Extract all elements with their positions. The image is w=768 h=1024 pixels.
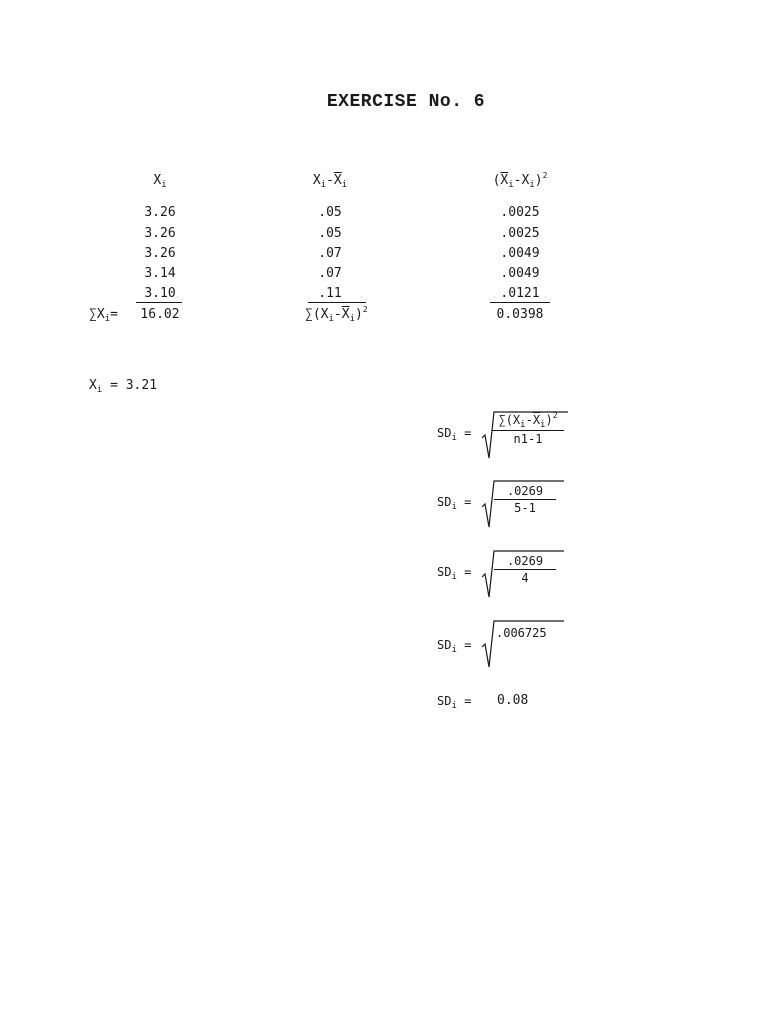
table-cell-diff: .07	[318, 246, 342, 261]
sum-rule-xi	[136, 302, 182, 303]
sum-xi-value: 16.02	[140, 307, 180, 322]
sd-label: $SD_i$ =	[437, 495, 472, 512]
sd-label: $SD_i$ =	[437, 565, 472, 582]
sum-sq-value: 0.0398	[496, 307, 544, 322]
sum-rule-sq	[490, 302, 550, 303]
sum-rule-diff	[308, 302, 366, 303]
table-cell-xi: 3.14	[144, 266, 176, 281]
table-cell-sq: .0049	[500, 266, 540, 281]
header-squared-deviation: $(\overline{X}_i-X_i)^2$	[492, 171, 548, 190]
sd-radicand: .006725	[496, 626, 547, 640]
sd-numerator: .0269	[506, 484, 544, 498]
sd-result: 0.08	[497, 693, 529, 708]
sd-numerator: .0269	[506, 554, 544, 568]
sd-label: $SD_i$ =	[437, 426, 472, 443]
sd-numerator: $\sum(X_i-\overline{X}_i)^2$	[498, 411, 558, 430]
table-cell-xi: 3.10	[144, 286, 176, 301]
table-cell-sq: .0049	[500, 246, 540, 261]
sd-denominator: n1-1	[492, 430, 564, 447]
table-cell-diff: .05	[318, 226, 342, 241]
table-cell-sq: .0121	[500, 286, 540, 301]
sd-label: $SD_i$ =	[437, 638, 472, 655]
table-cell-diff: .11	[318, 286, 342, 301]
sum-label: $\sum X_i=$	[89, 307, 118, 324]
table-cell-xi: 3.26	[144, 246, 176, 261]
table-cell-diff: .05	[318, 205, 342, 220]
table-cell-diff: .07	[318, 266, 342, 281]
table-cell-sq: .0025	[500, 226, 540, 241]
table-cell-xi: 3.26	[144, 226, 176, 241]
sd-denominator: 4	[494, 569, 556, 586]
table-cell-sq: .0025	[500, 205, 540, 220]
sd-fraction	[492, 413, 564, 447]
page-title: EXERCISE No. 6	[326, 92, 486, 112]
sd-denominator: 5-1	[494, 499, 556, 516]
mean-line: $X_i = 3.21$	[89, 378, 158, 395]
sum-deviation-label: $\sum(X_i-\overline{X}_i)^2$	[305, 305, 368, 324]
header-xi: $X_i$	[153, 173, 167, 190]
sd-fraction	[494, 554, 556, 586]
header-deviation: $X_i-\overline{X}_i$	[312, 173, 348, 190]
sd-label: $SD_i$ =	[437, 694, 472, 711]
sd-fraction	[494, 484, 556, 516]
table-cell-xi: 3.26	[144, 205, 176, 220]
